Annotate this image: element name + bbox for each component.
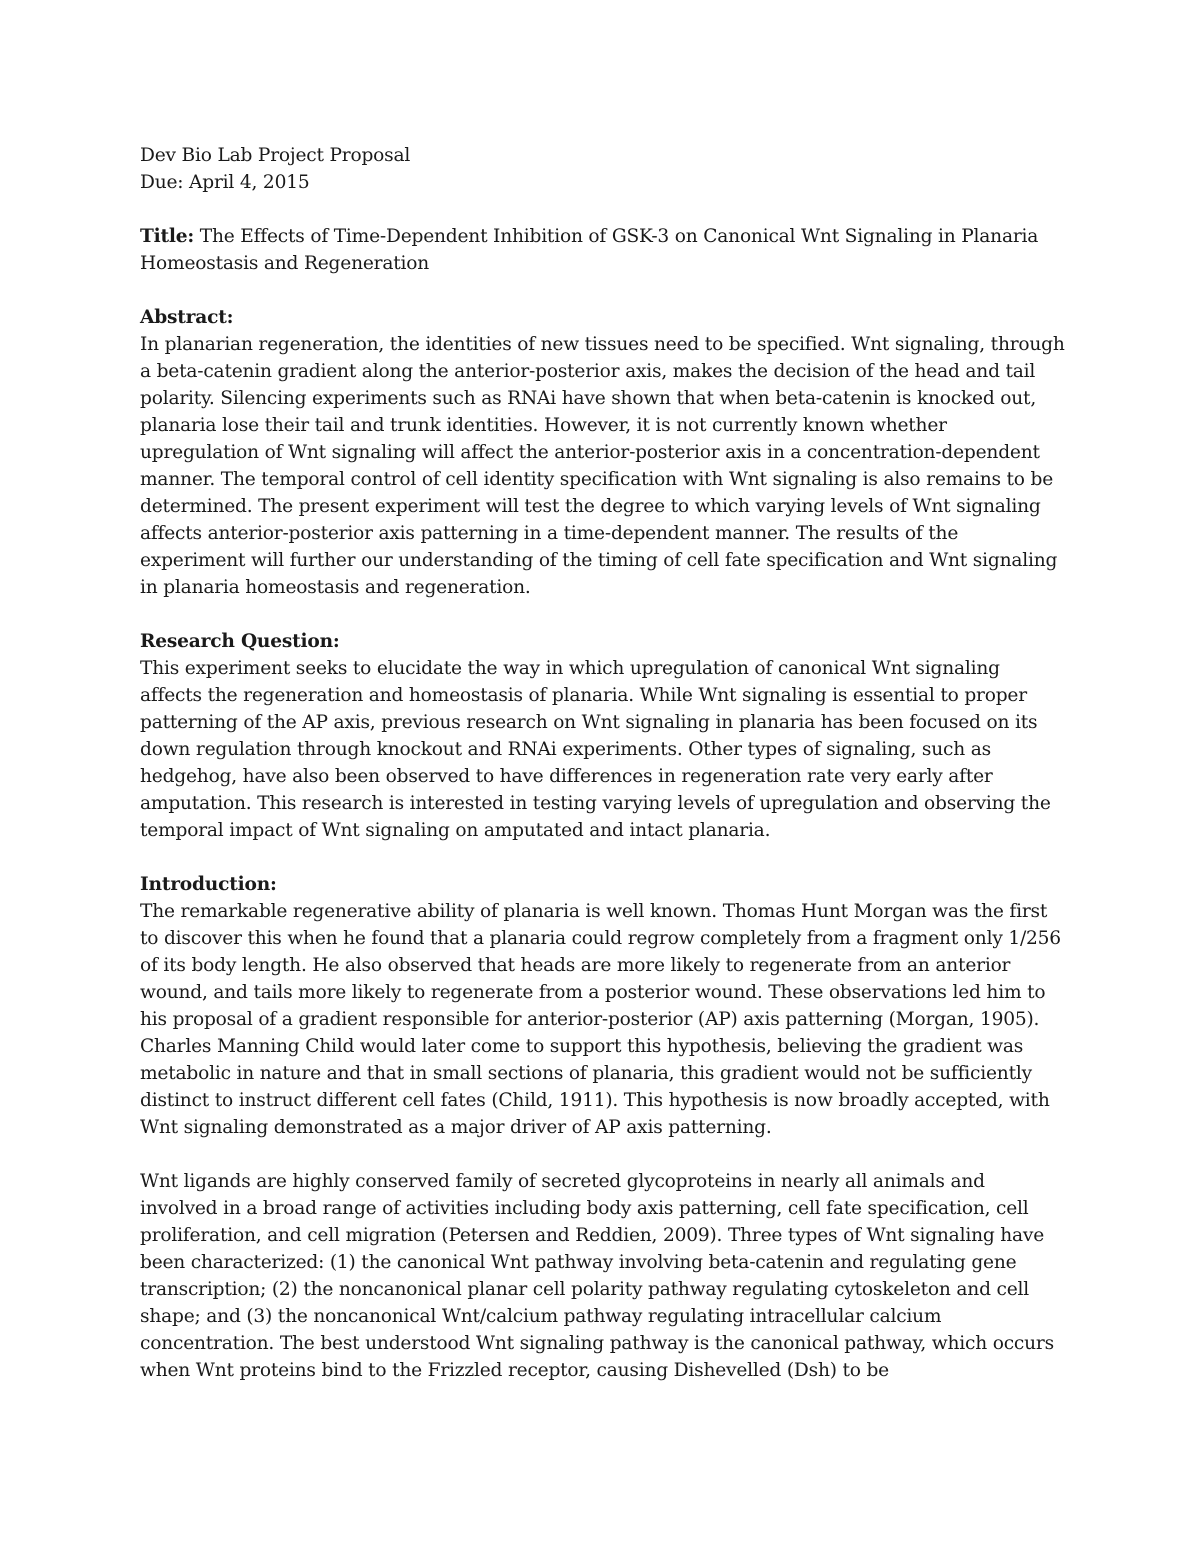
research-question-heading: Research Question: — [140, 631, 340, 652]
due-date-line: Due: April 4, 2015 — [140, 172, 310, 193]
course-line: Dev Bio Lab Project Proposal — [140, 145, 411, 166]
abstract-heading: Abstract: — [140, 307, 234, 328]
research-question-body: This experiment seeks to elucidate the way in which upregulation of canonical Wnt signaling affects the regeneration and homeostasis of planaria. While Wnt signaling is essential to proper patterning of the AP axis, previous research on Wnt signaling in planaria has been focused on its down regulation through knockout and RNAi experiments. Other types of signaling, such as hedgehog, have also been observed to have differences in regeneration rate very early after amputation. This research is interested in testing varying levels of upregulation and observing the temporal impact of Wnt signaling on amputated and intact planaria. — [140, 658, 1051, 841]
spacer — [140, 196, 1065, 223]
abstract-body: In planarian regeneration, the identities of new tissues need to be specified. Wnt signaling, through a beta-catenin gradient along the anterior-posterior axis, makes the decision of the head and tail polarity. Silencing experiments such as RNAi have shown that when beta-catenin is knocked out, planaria lose their tail and trunk identities. However, it is not currently known whether upregulation of Wnt signaling will affect the anterior-posterior axis in a concentration-dependent manner. The temporal control of cell identity specification with Wnt signaling is also remains to be determined. The present experiment will test the degree to which varying levels of Wnt signaling affects anterior-posterior axis patterning in a time-dependent manner. The results of the experiment will further our understanding of the timing of cell fate specification and Wnt signaling in planaria homeostasis and regeneration. — [140, 334, 1065, 598]
title-paragraph — [140, 223, 1065, 277]
introduction-paragraph-2: Wnt ligands are highly conserved family of secreted glycoproteins in nearly all animals and involved in a broad range of activities including body axis patterning, cell fate specification, cell proliferation, and cell migration (Petersen and Reddien, 2009). Three types of Wnt signaling have been characterized: (1) the canonical Wnt pathway involving beta-catenin and regulating gene transcription; (2) the noncanonical planar cell polarity pathway regulating cytoskeleton and cell shape; and (3) the noncanonical Wnt/calcium pathway regulating intracellular calcium concentration. The best understood Wnt signaling pathway is the canonical pathway, which occurs when Wnt proteins bind to the Frizzled receptor, causing Dishevelled (Dsh) to be — [140, 1171, 1054, 1381]
introduction-paragraph-1: The remarkable regenerative ability of planaria is well known. Thomas Hunt Morgan was the first to discover this when he found that a planaria could regrow completely from a fragment only 1/256 of its body length. He also observed that heads are more likely to regenerate from an anterior wound, and tails more likely to regenerate from a posterior wound. These observations led him to his proposal of a gradient responsible for anterior-posterior (AP) axis patterning (Morgan, 1905). Charles Manning Child would later come to support this hypothesis, believing the gradient was metabolic in nature and that in small sections of planaria, this gradient would not be sufficiently distinct to instruct different cell fates (Child, 1911). This hypothesis is now broadly accepted, with Wnt signaling demonstrated as a major driver of AP axis patterning. — [140, 901, 1061, 1138]
spacer — [140, 1141, 1065, 1168]
title-label: Title: — [140, 226, 195, 247]
spacer — [140, 277, 1065, 304]
spacer — [140, 844, 1065, 871]
title-text: The Effects of Time-Dependent Inhibition of GSK-3 on Canonical Wnt Signaling in Planaria Homeostasis and Regeneration — [140, 226, 1039, 274]
introduction-heading: Introduction: — [140, 874, 277, 895]
document-page — [140, 142, 1065, 1384]
spacer — [140, 601, 1065, 628]
